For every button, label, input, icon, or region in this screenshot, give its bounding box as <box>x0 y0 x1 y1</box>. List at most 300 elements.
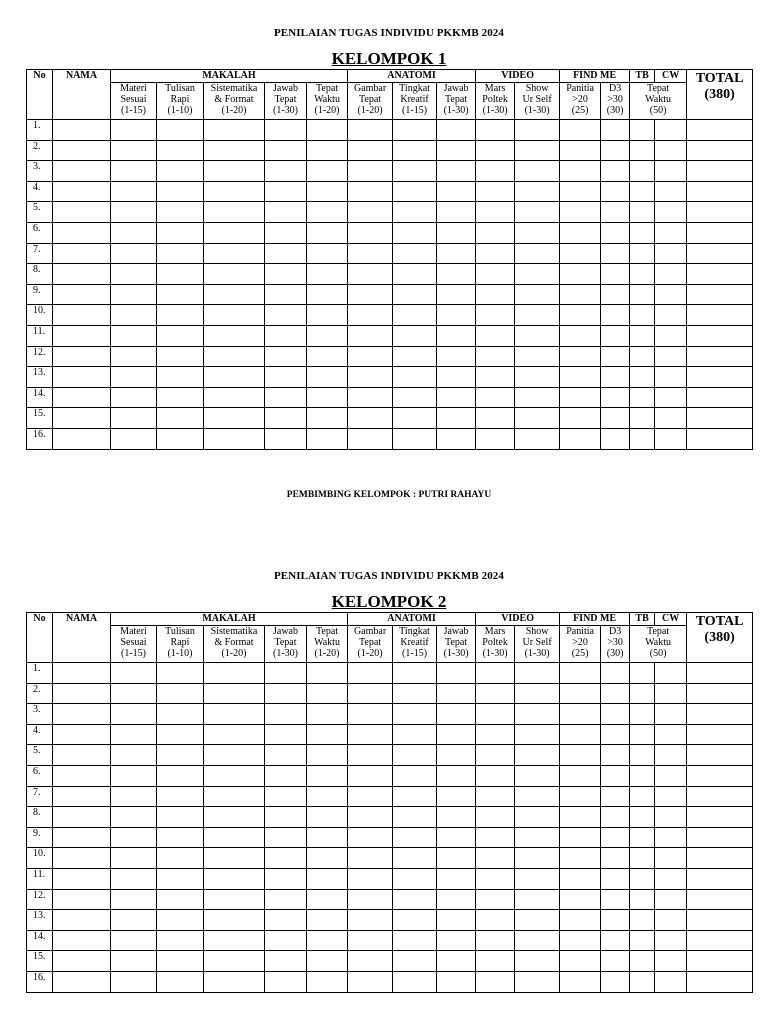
score-cell[interactable] <box>265 243 307 264</box>
score-cell[interactable] <box>437 889 476 910</box>
score-cell[interactable] <box>437 243 476 264</box>
score-cell[interactable] <box>560 765 601 786</box>
score-cell[interactable] <box>437 786 476 807</box>
name-cell[interactable] <box>53 325 111 346</box>
score-cell[interactable] <box>111 222 157 243</box>
score-cell[interactable] <box>476 161 515 182</box>
score-cell[interactable] <box>204 161 265 182</box>
total-cell[interactable] <box>687 724 753 745</box>
score-cell[interactable] <box>307 930 348 951</box>
score-cell[interactable] <box>307 724 348 745</box>
score-cell[interactable] <box>630 827 655 848</box>
score-cell[interactable] <box>204 745 265 766</box>
score-cell[interactable] <box>476 284 515 305</box>
score-cell[interactable] <box>437 284 476 305</box>
score-cell[interactable] <box>560 325 601 346</box>
score-cell[interactable] <box>655 951 687 972</box>
score-cell[interactable] <box>515 786 560 807</box>
total-cell[interactable] <box>687 284 753 305</box>
score-cell[interactable] <box>204 704 265 725</box>
score-cell[interactable] <box>265 868 307 889</box>
score-cell[interactable] <box>476 202 515 223</box>
score-cell[interactable] <box>393 264 437 285</box>
name-cell[interactable] <box>53 786 111 807</box>
name-cell[interactable] <box>53 704 111 725</box>
score-cell[interactable] <box>393 786 437 807</box>
score-cell[interactable] <box>515 346 560 367</box>
score-cell[interactable] <box>348 202 393 223</box>
total-cell[interactable] <box>687 765 753 786</box>
score-cell[interactable] <box>437 161 476 182</box>
score-cell[interactable] <box>307 387 348 408</box>
score-cell[interactable] <box>204 284 265 305</box>
score-cell[interactable] <box>111 971 157 992</box>
score-cell[interactable] <box>307 807 348 828</box>
name-cell[interactable] <box>53 222 111 243</box>
score-cell[interactable] <box>476 807 515 828</box>
score-cell[interactable] <box>157 284 204 305</box>
score-cell[interactable] <box>437 951 476 972</box>
score-cell[interactable] <box>515 120 560 141</box>
score-cell[interactable] <box>157 408 204 429</box>
score-cell[interactable] <box>393 120 437 141</box>
score-cell[interactable] <box>307 951 348 972</box>
score-cell[interactable] <box>157 161 204 182</box>
score-cell[interactable] <box>560 683 601 704</box>
score-cell[interactable] <box>348 140 393 161</box>
score-cell[interactable] <box>111 951 157 972</box>
score-cell[interactable] <box>655 724 687 745</box>
score-cell[interactable] <box>265 910 307 931</box>
score-cell[interactable] <box>515 305 560 326</box>
score-cell[interactable] <box>393 243 437 264</box>
score-cell[interactable] <box>307 161 348 182</box>
name-cell[interactable] <box>53 264 111 285</box>
total-cell[interactable] <box>687 930 753 951</box>
score-cell[interactable] <box>265 745 307 766</box>
score-cell[interactable] <box>307 910 348 931</box>
total-cell[interactable] <box>687 704 753 725</box>
score-cell[interactable] <box>601 305 630 326</box>
score-cell[interactable] <box>348 408 393 429</box>
score-cell[interactable] <box>265 930 307 951</box>
score-cell[interactable] <box>601 325 630 346</box>
score-cell[interactable] <box>655 222 687 243</box>
score-cell[interactable] <box>265 181 307 202</box>
score-cell[interactable] <box>476 889 515 910</box>
score-cell[interactable] <box>655 827 687 848</box>
score-cell[interactable] <box>655 120 687 141</box>
score-cell[interactable] <box>393 951 437 972</box>
score-cell[interactable] <box>515 683 560 704</box>
total-cell[interactable] <box>687 889 753 910</box>
score-cell[interactable] <box>111 910 157 931</box>
score-cell[interactable] <box>393 868 437 889</box>
score-cell[interactable] <box>265 140 307 161</box>
score-cell[interactable] <box>601 868 630 889</box>
score-cell[interactable] <box>307 848 348 869</box>
score-cell[interactable] <box>630 930 655 951</box>
score-cell[interactable] <box>601 243 630 264</box>
score-cell[interactable] <box>204 663 265 684</box>
score-cell[interactable] <box>111 827 157 848</box>
score-cell[interactable] <box>204 765 265 786</box>
score-cell[interactable] <box>157 930 204 951</box>
score-cell[interactable] <box>655 786 687 807</box>
score-cell[interactable] <box>655 807 687 828</box>
score-cell[interactable] <box>630 889 655 910</box>
name-cell[interactable] <box>53 161 111 182</box>
name-cell[interactable] <box>53 910 111 931</box>
score-cell[interactable] <box>655 704 687 725</box>
score-cell[interactable] <box>157 848 204 869</box>
score-cell[interactable] <box>601 786 630 807</box>
score-cell[interactable] <box>307 120 348 141</box>
name-cell[interactable] <box>53 868 111 889</box>
score-cell[interactable] <box>307 202 348 223</box>
score-cell[interactable] <box>393 346 437 367</box>
score-cell[interactable] <box>476 971 515 992</box>
score-cell[interactable] <box>601 683 630 704</box>
total-cell[interactable] <box>687 264 753 285</box>
score-cell[interactable] <box>515 428 560 449</box>
score-cell[interactable] <box>560 140 601 161</box>
score-cell[interactable] <box>515 704 560 725</box>
score-cell[interactable] <box>601 827 630 848</box>
score-cell[interactable] <box>111 346 157 367</box>
score-cell[interactable] <box>655 346 687 367</box>
score-cell[interactable] <box>348 827 393 848</box>
name-cell[interactable] <box>53 346 111 367</box>
name-cell[interactable] <box>53 683 111 704</box>
score-cell[interactable] <box>111 284 157 305</box>
score-cell[interactable] <box>476 140 515 161</box>
score-cell[interactable] <box>393 387 437 408</box>
score-cell[interactable] <box>601 807 630 828</box>
score-cell[interactable] <box>515 910 560 931</box>
score-cell[interactable] <box>560 848 601 869</box>
name-cell[interactable] <box>53 140 111 161</box>
score-cell[interactable] <box>601 663 630 684</box>
score-cell[interactable] <box>307 284 348 305</box>
score-cell[interactable] <box>204 683 265 704</box>
score-cell[interactable] <box>476 120 515 141</box>
score-cell[interactable] <box>515 387 560 408</box>
score-cell[interactable] <box>157 724 204 745</box>
score-cell[interactable] <box>655 971 687 992</box>
score-cell[interactable] <box>655 428 687 449</box>
name-cell[interactable] <box>53 387 111 408</box>
score-cell[interactable] <box>515 367 560 388</box>
score-cell[interactable] <box>630 848 655 869</box>
score-cell[interactable] <box>393 140 437 161</box>
score-cell[interactable] <box>157 889 204 910</box>
total-cell[interactable] <box>687 222 753 243</box>
name-cell[interactable] <box>53 765 111 786</box>
score-cell[interactable] <box>348 387 393 408</box>
total-cell[interactable] <box>687 367 753 388</box>
score-cell[interactable] <box>601 910 630 931</box>
score-cell[interactable] <box>630 663 655 684</box>
score-cell[interactable] <box>348 428 393 449</box>
score-cell[interactable] <box>157 704 204 725</box>
score-cell[interactable] <box>348 181 393 202</box>
name-cell[interactable] <box>53 181 111 202</box>
score-cell[interactable] <box>307 408 348 429</box>
score-cell[interactable] <box>111 325 157 346</box>
score-cell[interactable] <box>655 305 687 326</box>
score-cell[interactable] <box>560 202 601 223</box>
total-cell[interactable] <box>687 325 753 346</box>
score-cell[interactable] <box>157 367 204 388</box>
score-cell[interactable] <box>393 663 437 684</box>
score-cell[interactable] <box>348 367 393 388</box>
score-cell[interactable] <box>265 120 307 141</box>
total-cell[interactable] <box>687 807 753 828</box>
score-cell[interactable] <box>157 663 204 684</box>
score-cell[interactable] <box>157 807 204 828</box>
score-cell[interactable] <box>393 827 437 848</box>
score-cell[interactable] <box>476 704 515 725</box>
score-cell[interactable] <box>307 346 348 367</box>
score-cell[interactable] <box>111 848 157 869</box>
name-cell[interactable] <box>53 827 111 848</box>
score-cell[interactable] <box>393 325 437 346</box>
score-cell[interactable] <box>560 724 601 745</box>
score-cell[interactable] <box>265 408 307 429</box>
score-cell[interactable] <box>111 408 157 429</box>
score-cell[interactable] <box>476 305 515 326</box>
name-cell[interactable] <box>53 284 111 305</box>
score-cell[interactable] <box>630 408 655 429</box>
score-cell[interactable] <box>437 663 476 684</box>
score-cell[interactable] <box>560 387 601 408</box>
score-cell[interactable] <box>265 724 307 745</box>
score-cell[interactable] <box>437 827 476 848</box>
score-cell[interactable] <box>630 910 655 931</box>
name-cell[interactable] <box>53 889 111 910</box>
score-cell[interactable] <box>111 868 157 889</box>
score-cell[interactable] <box>655 930 687 951</box>
total-cell[interactable] <box>687 243 753 264</box>
score-cell[interactable] <box>348 951 393 972</box>
total-cell[interactable] <box>687 120 753 141</box>
score-cell[interactable] <box>204 181 265 202</box>
name-cell[interactable] <box>53 243 111 264</box>
score-cell[interactable] <box>601 264 630 285</box>
score-cell[interactable] <box>601 745 630 766</box>
score-cell[interactable] <box>393 910 437 931</box>
score-cell[interactable] <box>560 910 601 931</box>
score-cell[interactable] <box>157 765 204 786</box>
score-cell[interactable] <box>265 325 307 346</box>
score-cell[interactable] <box>157 325 204 346</box>
score-cell[interactable] <box>393 408 437 429</box>
total-cell[interactable] <box>687 140 753 161</box>
total-cell[interactable] <box>687 408 753 429</box>
score-cell[interactable] <box>437 971 476 992</box>
score-cell[interactable] <box>515 889 560 910</box>
score-cell[interactable] <box>630 807 655 828</box>
score-cell[interactable] <box>265 305 307 326</box>
score-cell[interactable] <box>204 724 265 745</box>
score-cell[interactable] <box>265 284 307 305</box>
score-cell[interactable] <box>307 786 348 807</box>
score-cell[interactable] <box>476 222 515 243</box>
score-cell[interactable] <box>515 663 560 684</box>
score-cell[interactable] <box>111 202 157 223</box>
score-cell[interactable] <box>204 387 265 408</box>
score-cell[interactable] <box>515 868 560 889</box>
score-cell[interactable] <box>265 807 307 828</box>
score-cell[interactable] <box>157 868 204 889</box>
total-cell[interactable] <box>687 786 753 807</box>
score-cell[interactable] <box>348 120 393 141</box>
score-cell[interactable] <box>476 745 515 766</box>
score-cell[interactable] <box>204 930 265 951</box>
score-cell[interactable] <box>157 181 204 202</box>
score-cell[interactable] <box>307 367 348 388</box>
score-cell[interactable] <box>348 765 393 786</box>
name-cell[interactable] <box>53 745 111 766</box>
score-cell[interactable] <box>437 305 476 326</box>
score-cell[interactable] <box>476 408 515 429</box>
total-cell[interactable] <box>687 951 753 972</box>
total-cell[interactable] <box>687 346 753 367</box>
score-cell[interactable] <box>265 663 307 684</box>
score-cell[interactable] <box>515 140 560 161</box>
name-cell[interactable] <box>53 971 111 992</box>
score-cell[interactable] <box>476 951 515 972</box>
score-cell[interactable] <box>630 387 655 408</box>
score-cell[interactable] <box>111 889 157 910</box>
score-cell[interactable] <box>111 181 157 202</box>
score-cell[interactable] <box>560 971 601 992</box>
score-cell[interactable] <box>560 745 601 766</box>
score-cell[interactable] <box>476 724 515 745</box>
score-cell[interactable] <box>655 161 687 182</box>
score-cell[interactable] <box>601 951 630 972</box>
score-cell[interactable] <box>348 786 393 807</box>
score-cell[interactable] <box>157 745 204 766</box>
score-cell[interactable] <box>655 868 687 889</box>
score-cell[interactable] <box>157 346 204 367</box>
score-cell[interactable] <box>476 367 515 388</box>
score-cell[interactable] <box>204 305 265 326</box>
score-cell[interactable] <box>265 827 307 848</box>
score-cell[interactable] <box>265 387 307 408</box>
score-cell[interactable] <box>157 387 204 408</box>
score-cell[interactable] <box>655 889 687 910</box>
score-cell[interactable] <box>476 663 515 684</box>
score-cell[interactable] <box>560 704 601 725</box>
score-cell[interactable] <box>437 367 476 388</box>
score-cell[interactable] <box>515 284 560 305</box>
score-cell[interactable] <box>393 181 437 202</box>
score-cell[interactable] <box>655 367 687 388</box>
score-cell[interactable] <box>655 284 687 305</box>
score-cell[interactable] <box>437 910 476 931</box>
score-cell[interactable] <box>515 951 560 972</box>
score-cell[interactable] <box>560 663 601 684</box>
score-cell[interactable] <box>601 889 630 910</box>
score-cell[interactable] <box>560 305 601 326</box>
score-cell[interactable] <box>307 140 348 161</box>
score-cell[interactable] <box>515 971 560 992</box>
score-cell[interactable] <box>265 683 307 704</box>
score-cell[interactable] <box>437 868 476 889</box>
score-cell[interactable] <box>476 683 515 704</box>
score-cell[interactable] <box>560 827 601 848</box>
score-cell[interactable] <box>655 745 687 766</box>
score-cell[interactable] <box>348 305 393 326</box>
score-cell[interactable] <box>111 745 157 766</box>
score-cell[interactable] <box>560 367 601 388</box>
score-cell[interactable] <box>307 765 348 786</box>
score-cell[interactable] <box>111 765 157 786</box>
total-cell[interactable] <box>687 683 753 704</box>
score-cell[interactable] <box>601 930 630 951</box>
score-cell[interactable] <box>437 387 476 408</box>
score-cell[interactable] <box>655 765 687 786</box>
total-cell[interactable] <box>687 827 753 848</box>
name-cell[interactable] <box>53 951 111 972</box>
score-cell[interactable] <box>655 387 687 408</box>
score-cell[interactable] <box>348 930 393 951</box>
score-cell[interactable] <box>515 848 560 869</box>
score-cell[interactable] <box>265 786 307 807</box>
score-cell[interactable] <box>393 724 437 745</box>
name-cell[interactable] <box>53 663 111 684</box>
score-cell[interactable] <box>204 848 265 869</box>
total-cell[interactable] <box>687 305 753 326</box>
score-cell[interactable] <box>437 765 476 786</box>
score-cell[interactable] <box>204 222 265 243</box>
score-cell[interactable] <box>515 161 560 182</box>
score-cell[interactable] <box>630 745 655 766</box>
score-cell[interactable] <box>307 827 348 848</box>
score-cell[interactable] <box>655 848 687 869</box>
score-cell[interactable] <box>393 284 437 305</box>
score-cell[interactable] <box>111 724 157 745</box>
score-cell[interactable] <box>393 161 437 182</box>
score-cell[interactable] <box>157 683 204 704</box>
total-cell[interactable] <box>687 202 753 223</box>
score-cell[interactable] <box>111 243 157 264</box>
score-cell[interactable] <box>630 264 655 285</box>
score-cell[interactable] <box>515 765 560 786</box>
score-cell[interactable] <box>476 827 515 848</box>
score-cell[interactable] <box>157 264 204 285</box>
score-cell[interactable] <box>393 222 437 243</box>
name-cell[interactable] <box>53 367 111 388</box>
score-cell[interactable] <box>204 243 265 264</box>
score-cell[interactable] <box>515 408 560 429</box>
score-cell[interactable] <box>601 408 630 429</box>
score-cell[interactable] <box>437 930 476 951</box>
score-cell[interactable] <box>393 971 437 992</box>
score-cell[interactable] <box>601 140 630 161</box>
score-cell[interactable] <box>437 408 476 429</box>
score-cell[interactable] <box>630 786 655 807</box>
score-cell[interactable] <box>348 889 393 910</box>
score-cell[interactable] <box>393 807 437 828</box>
score-cell[interactable] <box>655 910 687 931</box>
score-cell[interactable] <box>630 367 655 388</box>
score-cell[interactable] <box>437 745 476 766</box>
score-cell[interactable] <box>393 683 437 704</box>
score-cell[interactable] <box>630 971 655 992</box>
